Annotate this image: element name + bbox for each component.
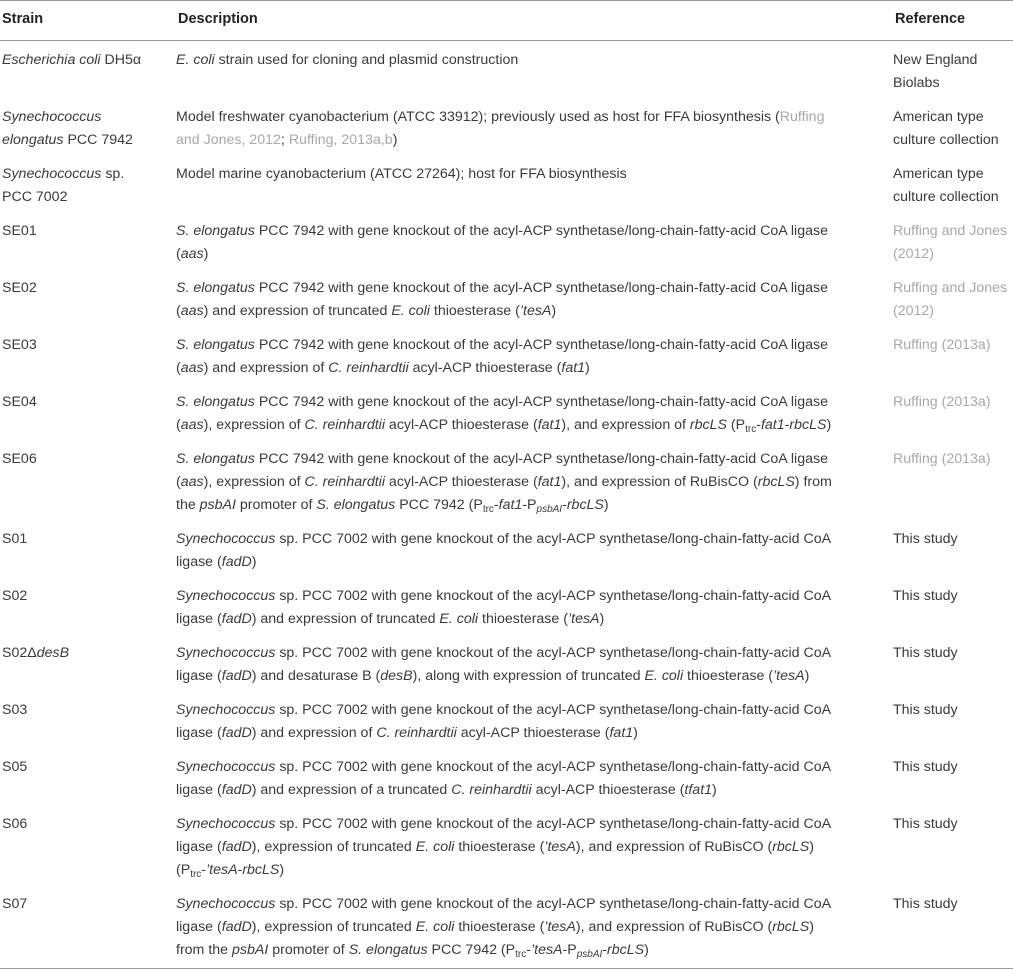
table-header [0, 1, 1013, 41]
text-segment: ) and desaturase B ( [251, 668, 381, 684]
text-segment: fadD [221, 725, 252, 741]
description-cell [176, 269, 893, 326]
header-reference: Reference [893, 1, 1013, 41]
text-segment: E. coli [176, 52, 215, 68]
table-row [0, 634, 1013, 691]
text-segment: This study [893, 531, 958, 547]
text-segment: fadD [221, 554, 252, 570]
text-segment: S. elongatus [176, 451, 255, 467]
text-segment: thioesterase ( [454, 919, 545, 935]
text-segment: S. elongatus [316, 497, 396, 513]
text-segment: S05 [2, 759, 28, 775]
text-segment: thioesterase ( [454, 839, 545, 855]
text-segment: SE06 [2, 451, 37, 467]
text-segment: New England [893, 52, 978, 68]
table-row [0, 691, 1013, 748]
text-segment: acyl-ACP thioesterase ( [384, 417, 538, 433]
text-segment: -P [562, 942, 577, 958]
strain-cell [0, 98, 176, 155]
citation-link[interactable]: Ruffing and Jones [893, 223, 1008, 239]
text-segment: C. reinhardtii [304, 417, 385, 433]
table-row [0, 383, 1013, 440]
text-segment: Synechococcus [176, 759, 276, 775]
text-segment: ( [176, 474, 181, 490]
strain-cell [0, 748, 176, 805]
text-segment: fat1 [561, 360, 586, 376]
text-segment: from the [176, 942, 232, 958]
text-segment: This study [893, 816, 958, 832]
citation-link[interactable]: Ruffing (2013a) [893, 451, 991, 467]
strain-cell [0, 155, 176, 212]
description-cell [176, 885, 893, 969]
citation-link[interactable]: and Jones, 2012 [176, 132, 281, 148]
description-cell [176, 634, 893, 691]
text-segment: ( [176, 360, 181, 376]
text-segment: trc [745, 424, 757, 435]
text-segment: ligase ( [176, 839, 222, 855]
text-segment: PCC 7942 [63, 132, 133, 148]
text-segment: fadD [221, 839, 252, 855]
text-segment: aas [180, 417, 204, 433]
text-segment: sp. PCC 7002 with gene knockout of the acyl-ACP synthetase/long-chain-fatty-acid CoA [275, 588, 832, 604]
text-segment: ) [826, 417, 832, 433]
text-segment: This study [893, 645, 958, 661]
text-segment: E. coli [439, 611, 479, 627]
description-cell [176, 577, 893, 634]
text-segment: fat1 [609, 725, 634, 741]
text-segment: Synechococcus [176, 896, 276, 912]
strain-cell [0, 885, 176, 969]
reference-cell [893, 269, 1013, 326]
text-segment: sp. PCC 7002 with gene knockout of the acyl-ACP synthetase/long-chain-fatty-acid CoA [275, 531, 832, 547]
reference-cell [893, 383, 1013, 440]
text-segment: Synechococcus [176, 816, 276, 832]
text-segment: This study [893, 588, 958, 604]
text-segment: ) and expression of [251, 725, 377, 741]
strain-cell [0, 691, 176, 748]
text-segment: trc [482, 504, 494, 515]
text-segment: S. elongatus [176, 280, 255, 296]
strain-cell [0, 440, 176, 520]
reference-cell [893, 805, 1013, 885]
text-segment: ) and expression of truncated [203, 303, 392, 319]
text-segment: ’tesA [544, 839, 576, 855]
reference-cell [893, 634, 1013, 691]
text-segment: ), and expression of [561, 417, 690, 433]
text-segment: Model freshwater cyanobacterium (ATCC 33912); previously used as host for FFA biosynthesis ( [176, 109, 780, 125]
text-segment: American type [893, 109, 984, 125]
table-body [0, 41, 1013, 969]
text-segment: trc [515, 949, 527, 960]
text-segment: acyl-ACP thioesterase ( [456, 725, 610, 741]
text-segment: ) and expression of a truncated [251, 782, 452, 798]
text-segment: PCC 7942 with gene knockout of the acyl-ACP synthetase/long-chain-fatty-acid CoA ligase [254, 280, 828, 296]
text-segment: ) [585, 360, 590, 376]
text-segment: ) from [794, 474, 832, 490]
text-segment: E. coli [415, 839, 455, 855]
strain-cell [0, 326, 176, 383]
text-segment: Biolabs [893, 75, 940, 91]
text-segment: ) and expression of [203, 360, 329, 376]
text-segment: - [526, 942, 531, 958]
text-segment: ligase ( [176, 554, 222, 570]
text-segment: elongatus [2, 132, 64, 148]
reference-cell [893, 326, 1013, 383]
text-segment: ( [176, 417, 181, 433]
reference-cell [893, 577, 1013, 634]
description-cell [176, 520, 893, 577]
table-row [0, 577, 1013, 634]
text-segment: fat1 [760, 417, 785, 433]
citation-link[interactable]: Ruffing and Jones [893, 280, 1008, 296]
description-cell [176, 212, 893, 269]
text-segment: ) [644, 942, 649, 958]
text-segment: This study [893, 759, 958, 775]
text-segment: rbcLS [242, 862, 280, 878]
reference-cell [893, 212, 1013, 269]
text-segment: S02Δ [2, 645, 37, 661]
text-segment: Synechococcus [176, 588, 276, 604]
text-segment: SE04 [2, 394, 37, 410]
text-segment: acyl-ACP thioesterase ( [384, 474, 538, 490]
text-segment: aas [180, 246, 204, 262]
text-segment: ) [712, 782, 717, 798]
text-segment: S. elongatus [176, 223, 255, 239]
text-segment: SE01 [2, 223, 37, 239]
table-row [0, 155, 1013, 212]
text-segment: psbAI [576, 949, 603, 960]
text-segment: fat1 [537, 474, 562, 490]
text-segment: ) [251, 554, 257, 570]
text-segment: SE03 [2, 337, 37, 353]
text-segment: ), expression of truncated [251, 839, 416, 855]
text-segment: ’tesA [773, 668, 805, 684]
text-segment: C. reinhardtii [376, 725, 457, 741]
text-segment: psbAI [199, 497, 236, 513]
text-segment: This study [893, 896, 958, 912]
text-segment: ) [599, 611, 605, 627]
strain-cell [0, 577, 176, 634]
text-segment: - [493, 497, 499, 513]
text-segment: sp. PCC 7002 with gene knockout of the acyl-ACP synthetase/long-chain-fatty-acid CoA [275, 896, 832, 912]
text-segment: acyl-ACP thioesterase ( [408, 360, 562, 376]
text-segment: fadD [221, 611, 252, 627]
text-segment: Synechococcus [176, 702, 276, 718]
text-segment: desB [380, 668, 413, 684]
table-row [0, 212, 1013, 269]
text-segment: - [237, 862, 243, 878]
text-segment: S01 [2, 531, 28, 547]
reference-cell [893, 98, 1013, 155]
text-segment: PCC 7942 (P [395, 497, 483, 513]
description-cell [176, 155, 893, 212]
text-segment: ’tesA [519, 303, 552, 319]
text-segment: strain used for cloning and plasmid construction [214, 52, 519, 68]
text-segment: ), and expression of RuBisCO ( [575, 839, 773, 855]
citation-link[interactable]: (2012) [893, 246, 935, 262]
header-row [0, 1, 1013, 41]
text-segment: fat1 [537, 417, 562, 433]
text-segment: promoter of [268, 942, 349, 958]
reference-cell [893, 885, 1013, 969]
text-segment: S. elongatus [348, 942, 428, 958]
text-segment: psbAI [536, 504, 563, 515]
text-segment: culture collection [893, 189, 999, 205]
text-segment: ) [633, 725, 638, 741]
text-segment: PCC 7002 [2, 189, 68, 205]
strain-cell [0, 212, 176, 269]
text-segment: C. reinhardtii [451, 782, 532, 798]
text-segment: rbcLS [566, 497, 604, 513]
text-segment: S07 [2, 896, 28, 912]
description-cell [176, 748, 893, 805]
description-cell [176, 41, 893, 99]
text-segment: ), and expression of RuBisCO ( [561, 474, 758, 490]
text-segment: fat1 [498, 497, 523, 513]
text-segment: -P [522, 497, 537, 513]
text-segment: rbcLS [772, 919, 810, 935]
text-segment: Escherichia coli [2, 52, 101, 68]
text-segment: promoter of [235, 497, 317, 513]
text-segment: ) and expression of truncated [251, 611, 440, 627]
text-segment: ) [809, 919, 814, 935]
table-row [0, 98, 1013, 155]
text-segment: - [201, 862, 207, 878]
text-segment: ligase ( [176, 782, 222, 798]
text-segment: sp. PCC 7002 with gene knockout of the acyl-ACP synthetase/long-chain-fatty-acid CoA [275, 759, 832, 775]
table-row [0, 885, 1013, 969]
text-segment: C. reinhardtii [304, 474, 385, 490]
text-segment: American type [893, 166, 984, 182]
text-segment: (P [726, 417, 746, 433]
text-segment: ) [203, 246, 209, 262]
description-cell [176, 383, 893, 440]
text-segment: ), and expression of RuBisCO ( [575, 919, 773, 935]
table-row [0, 269, 1013, 326]
text-segment: (P [176, 862, 191, 878]
text-segment: ; [280, 132, 289, 148]
text-segment: - [602, 942, 608, 958]
text-segment: sp. [101, 166, 125, 182]
text-segment: thioesterase ( [683, 668, 774, 684]
text-segment: PCC 7942 (P [427, 942, 516, 958]
text-segment: This study [893, 702, 958, 718]
text-segment: the [176, 497, 200, 513]
text-segment: - [756, 417, 761, 433]
text-segment: aas [180, 303, 204, 319]
text-segment: culture collection [893, 132, 999, 148]
text-segment: rbcLS [689, 417, 727, 433]
text-segment: desB [36, 645, 70, 661]
text-segment: PCC 7942 with gene knockout of the acyl-ACP synthetase/long-chain-fatty-acid CoA ligase [254, 451, 828, 467]
text-segment: Synechococcus [2, 109, 102, 125]
text-segment: ligase ( [176, 668, 222, 684]
citation-link[interactable]: Ruffing, 2013a,b [288, 132, 393, 148]
citation-link[interactable]: Ruffing (2013a) [893, 337, 991, 353]
citation-link[interactable]: Ruffing [779, 109, 825, 125]
strain-cell [0, 383, 176, 440]
text-segment: rbcLS [757, 474, 795, 490]
reference-cell [893, 748, 1013, 805]
citation-link[interactable]: Ruffing (2013a) [893, 394, 991, 410]
text-segment: ), expression of truncated [251, 919, 416, 935]
text-segment: fadD [221, 782, 252, 798]
text-segment: ), expression of [203, 474, 305, 490]
text-segment: thioesterase ( [478, 611, 568, 627]
reference-cell [893, 440, 1013, 520]
text-segment: S02 [2, 588, 28, 604]
description-cell [176, 805, 893, 885]
text-segment: rbcLS [789, 417, 827, 433]
text-segment: C. reinhardtii [328, 360, 409, 376]
text-segment: Synechococcus [176, 531, 276, 547]
text-segment: ), expression of [203, 417, 305, 433]
text-segment: ’tesA [544, 919, 576, 935]
text-segment: E. coli [391, 303, 430, 319]
text-segment: PCC 7942 with gene knockout of the acyl-ACP synthetase/long-chain-fatty-acid CoA ligase [254, 223, 828, 239]
strain-cell [0, 520, 176, 577]
description-cell [176, 98, 893, 155]
strain-cell [0, 269, 176, 326]
text-segment: PCC 7942 with gene knockout of the acyl-ACP synthetase/long-chain-fatty-acid CoA ligase [254, 394, 828, 410]
citation-link[interactable]: (2012) [893, 303, 935, 319]
text-segment: ) [603, 497, 609, 513]
text-segment: aas [180, 360, 204, 376]
reference-cell [893, 520, 1013, 577]
reference-cell [893, 155, 1013, 212]
text-segment: ( [176, 303, 181, 319]
text-segment: ) [551, 303, 557, 319]
text-segment: aas [180, 474, 204, 490]
text-segment: - [562, 497, 567, 513]
text-segment: fadD [221, 668, 252, 684]
text-segment: S06 [2, 816, 28, 832]
text-segment: SE02 [2, 280, 37, 296]
description-cell [176, 440, 893, 520]
text-segment: ligase ( [176, 611, 222, 627]
text-segment: PCC 7942 with gene knockout of the acyl-ACP synthetase/long-chain-fatty-acid CoA ligase [254, 337, 828, 353]
text-segment: ’tesA [206, 862, 238, 878]
header-strain: Strain [0, 1, 176, 41]
reference-cell [893, 41, 1013, 99]
description-cell [176, 326, 893, 383]
header-description: Description [176, 1, 893, 41]
description-cell [176, 691, 893, 748]
table-row [0, 440, 1013, 520]
text-segment: ligase ( [176, 725, 222, 741]
text-segment: ’tesA [530, 942, 563, 958]
table-row [0, 748, 1013, 805]
text-segment: S. elongatus [176, 394, 255, 410]
text-segment: ), along with expression of truncated [412, 668, 645, 684]
text-segment: sp. PCC 7002 with gene knockout of the acyl-ACP synthetase/long-chain-fatty-acid CoA [275, 816, 832, 832]
text-segment: ( [176, 246, 181, 262]
table-row [0, 41, 1013, 99]
text-segment: S. elongatus [176, 337, 255, 353]
table-row [0, 805, 1013, 885]
text-segment: fadD [221, 919, 252, 935]
text-segment: psbAI [231, 942, 269, 958]
text-segment: - [784, 417, 790, 433]
text-segment: trc [190, 869, 202, 880]
text-segment: thioesterase ( [429, 303, 520, 319]
text-segment: rbcLS [607, 942, 645, 958]
text-segment: ligase ( [176, 919, 222, 935]
table-row [0, 326, 1013, 383]
strain-cell [0, 41, 176, 99]
text-segment: tfat1 [684, 782, 713, 798]
text-segment: Synechococcus [176, 645, 276, 661]
strain-cell [0, 805, 176, 885]
text-segment: ) [804, 668, 810, 684]
reference-cell [893, 691, 1013, 748]
text-segment: Synechococcus [2, 166, 102, 182]
text-segment: Model marine cyanobacterium (ATCC 27264); host for FFA biosynthesis [176, 166, 627, 182]
text-segment: ) [392, 132, 398, 148]
text-segment: E. coli [415, 919, 455, 935]
text-segment: ’tesA [567, 611, 600, 627]
text-segment: ) [279, 862, 285, 878]
text-segment: S03 [2, 702, 28, 718]
text-segment: DH5α [100, 52, 142, 68]
text-segment: ) [809, 839, 814, 855]
text-segment: E. coli [644, 668, 684, 684]
text-segment: sp. PCC 7002 with gene knockout of the acyl-ACP synthetase/long-chain-fatty-acid CoA [275, 645, 832, 661]
text-segment: acyl-ACP thioesterase ( [531, 782, 685, 798]
table-row [0, 520, 1013, 577]
strain-cell [0, 634, 176, 691]
text-segment: rbcLS [772, 839, 810, 855]
text-segment: sp. PCC 7002 with gene knockout of the acyl-ACP synthetase/long-chain-fatty-acid CoA [275, 702, 832, 718]
